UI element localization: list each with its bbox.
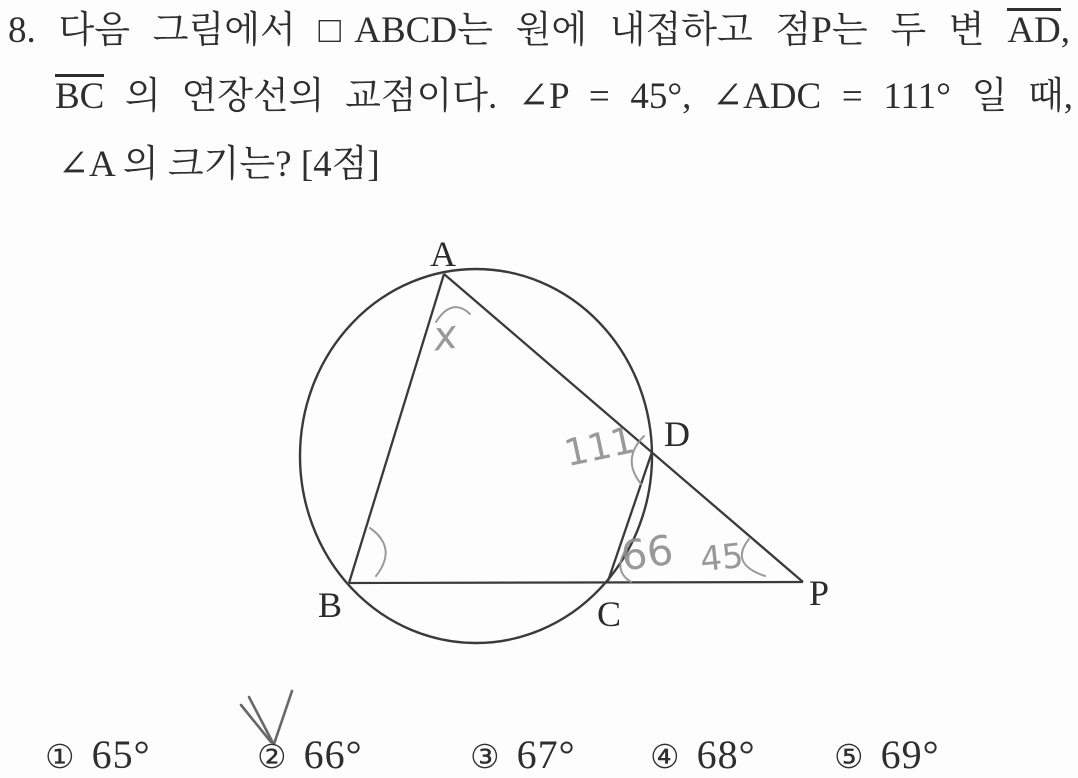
choice-5-marker: ⑤ <box>834 740 864 776</box>
vertex-label-a: A <box>430 234 456 274</box>
pencil-annotation-angle-adc: 111 <box>560 418 639 476</box>
choice-2-marker: ② <box>257 740 287 776</box>
pencil-annotation-angle-a: x <box>430 311 461 361</box>
line-ab <box>349 274 444 583</box>
choice-3-value: 67° <box>516 732 576 777</box>
choice-3 <box>470 731 576 778</box>
line-bc-extended-to-p <box>349 582 803 583</box>
choice-1-value: 65° <box>91 732 151 777</box>
choice-4-marker: ④ <box>650 740 680 776</box>
choice-5-value: 69° <box>880 732 940 777</box>
choice-1-marker: ① <box>45 740 75 776</box>
segment-bc-overline: BC <box>55 76 105 117</box>
vertex-label-b: B <box>317 585 343 625</box>
choice-2 <box>257 731 363 778</box>
vertex-label-p: P <box>808 573 830 613</box>
problem-number: 8. <box>8 10 36 51</box>
problem-line-3-text: ∠A 의 크기는? [4점] <box>58 144 380 185</box>
pencil-arc-angle-p <box>742 539 765 576</box>
choice-4 <box>650 731 756 778</box>
segment-ad-overline: AD <box>1007 10 1061 51</box>
problem-line-2-text: 의 연장선의 교점이다. ∠P = 45°, ∠ADC = 111° 일 때, <box>125 76 1073 117</box>
pencil-annotation-angle-p: 45 <box>698 535 746 581</box>
problem-line-1-text: 다음 그림에서 □ABCD는 원에 내접하고 점P는 두 변 <box>58 10 985 51</box>
choice-3-marker: ③ <box>470 740 500 776</box>
choice-2-value: 66° <box>303 732 363 777</box>
choice-5 <box>834 731 940 778</box>
pencil-arc-angle-b <box>370 528 386 576</box>
vertex-label-c: C <box>596 594 622 634</box>
choice-4-value: 68° <box>696 732 756 777</box>
problem-line-1-tail: , <box>1060 10 1071 51</box>
choice-1 <box>45 731 151 778</box>
pencil-annotation-angle-dcp: 66 <box>617 525 677 581</box>
vertex-label-d: D <box>664 414 690 454</box>
